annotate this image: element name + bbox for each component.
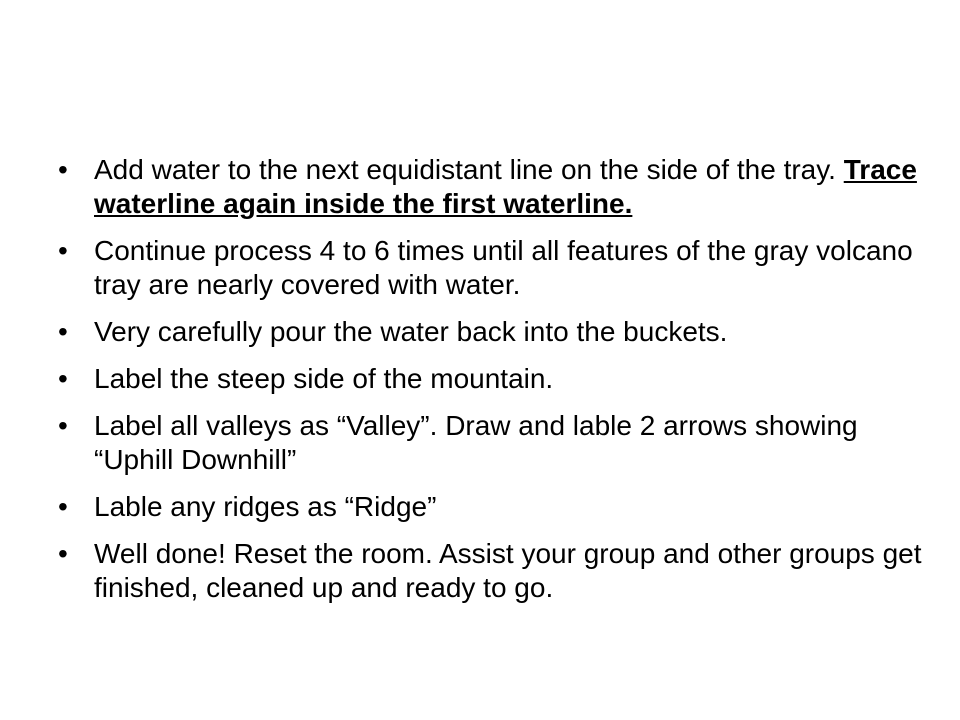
bullet-text: Label the steep side of the mountain. [94, 363, 554, 394]
bullet-text: Continue process 4 to 6 times until all features of the gray volcano tray are nearly covered with water. [94, 235, 913, 300]
bullet-icon: • [58, 538, 68, 569]
bullet-text: Lable any ridges as “Ridge” [94, 491, 437, 522]
bullet-item [58, 315, 938, 349]
bullet-text: Label all valleys as “Valley”. Draw and lable 2 arrows showing “Uphill Downhill” [94, 410, 858, 475]
bullet-icon: • [58, 235, 68, 266]
bullet-item [58, 409, 938, 477]
bullet-text: Well done! Reset the room. Assist your group and other groups get finished, cleaned up and ready to go. [94, 538, 922, 603]
bullet-icon: • [58, 491, 68, 522]
bullet-item [58, 362, 938, 396]
bullet-item [58, 537, 938, 605]
bullet-icon: • [58, 363, 68, 394]
bullet-item [58, 234, 938, 302]
bullet-item [58, 153, 938, 221]
bullet-list [58, 153, 938, 618]
bullet-icon: • [58, 410, 68, 441]
bullet-text: Very carefully pour the water back into the buckets. [94, 316, 728, 347]
bullet-icon: • [58, 154, 68, 185]
bullet-text: Add water to the next equidistant line on the side of the tray. [94, 154, 844, 185]
bullet-icon: • [58, 316, 68, 347]
bullet-item [58, 490, 938, 524]
bullet-emphasis-text: Trace waterline again inside the first waterline. [94, 154, 917, 219]
